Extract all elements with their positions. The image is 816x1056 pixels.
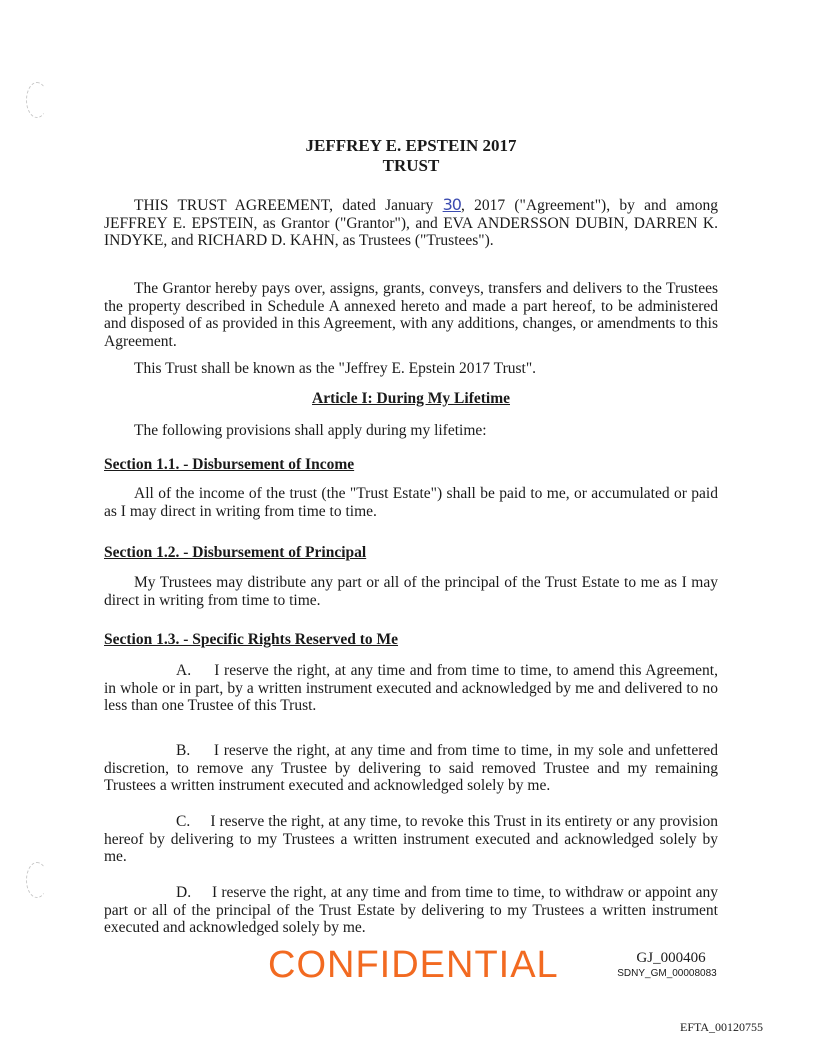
confidential-stamp: CONFIDENTIAL	[268, 944, 559, 986]
section-1-3-item-b	[104, 742, 718, 795]
section-heading-1-3: Section 1.3. - Specific Rights Reserved to Me	[104, 631, 399, 648]
intro-after-date: , 2017 ("Agreement"), by and among JEFFREY E. EPSTEIN, as Grantor ("Grantor"), and EVA ANDERSSON DUBIN, DARREN K. INDYKE, and RICHARD D. KAHN, as Trustees ("Trustees").	[104, 197, 719, 249]
item-text-c: I reserve the right, at any time, to revoke this Trust in its entirety or any provision hereof by delivering to my Trustees a written instrument executed and acknowledged solely by me.	[104, 813, 718, 865]
section-text-1-1: All of the income of the trust (the "Trust Estate") shall be paid to me, or accumulated or paid as I may direct in writing from time to time.	[104, 485, 718, 520]
punch-hole-bottom	[26, 862, 48, 898]
section-heading-1-2: Section 1.2. - Disbursement of Principal	[104, 544, 367, 561]
section-1-3-item-c	[104, 813, 718, 866]
item-label-c: C.	[176, 813, 191, 830]
item-label-a: A.	[176, 662, 192, 679]
section-1-3-item-a	[104, 662, 718, 715]
known-as-paragraph: This Trust shall be known as the "Jeffrey E. Epstein 2017 Trust".	[134, 360, 537, 377]
section-heading-1-1: Section 1.1. - Disbursement of Income	[104, 456, 355, 473]
bates-number-gj: GJ_000406	[636, 950, 706, 966]
punch-hole-top	[26, 82, 48, 118]
grant-paragraph: The Grantor hereby pays over, assigns, grants, conveys, transfers and delivers to the Trustees the property described in Schedule A annexed hereto and made a part hereof, to be administered and disposed of as provided in this Agreement, with any additions, changes, or amendments to this Agreement.	[104, 280, 718, 350]
handwritten-day: 30	[442, 195, 461, 214]
article-heading: Article I: During My Lifetime	[312, 390, 510, 407]
bates-number-efta: EFTA_00120755	[680, 1020, 764, 1034]
item-text-b: I reserve the right, at any time and from time to time, in my sole and unfettered discretion, to remove any Trustee by delivering to said removed Trustee and my remaining Trustees a written instrument executed and acknowledged solely by me.	[104, 742, 718, 794]
intro-paragraph	[104, 196, 718, 250]
item-label-d: D.	[176, 884, 192, 901]
item-text-a: I reserve the right, at any time and from time to time, to amend this Agreement, in whole or in part, by a written instrument executed and acknowledged by me and delivered to no less than one Trustee of this Trust.	[104, 662, 718, 714]
section-1-3-item-d	[104, 884, 718, 937]
document-title-line1: JEFFREY E. EPSTEIN 2017	[305, 136, 517, 155]
document-title-line2: TRUST	[382, 156, 440, 175]
bates-number-sdny: SDNY_GM_00008083	[617, 968, 717, 979]
section-text-1-2: My Trustees may distribute any part or all of the principal of the Trust Estate to me as I may direct in writing from time to time.	[104, 574, 718, 609]
item-text-d: I reserve the right, at any time and from time to time, to withdraw or appoint any part or all of the principal of the Trust Estate by delivering to my Trustees a written instrument executed and acknowledged solely by me.	[104, 884, 719, 936]
item-label-b: B.	[176, 742, 191, 759]
article-intro: The following provisions shall apply during my lifetime:	[134, 422, 487, 439]
intro-before-date: THIS TRUST AGREEMENT, dated January	[134, 197, 443, 214]
